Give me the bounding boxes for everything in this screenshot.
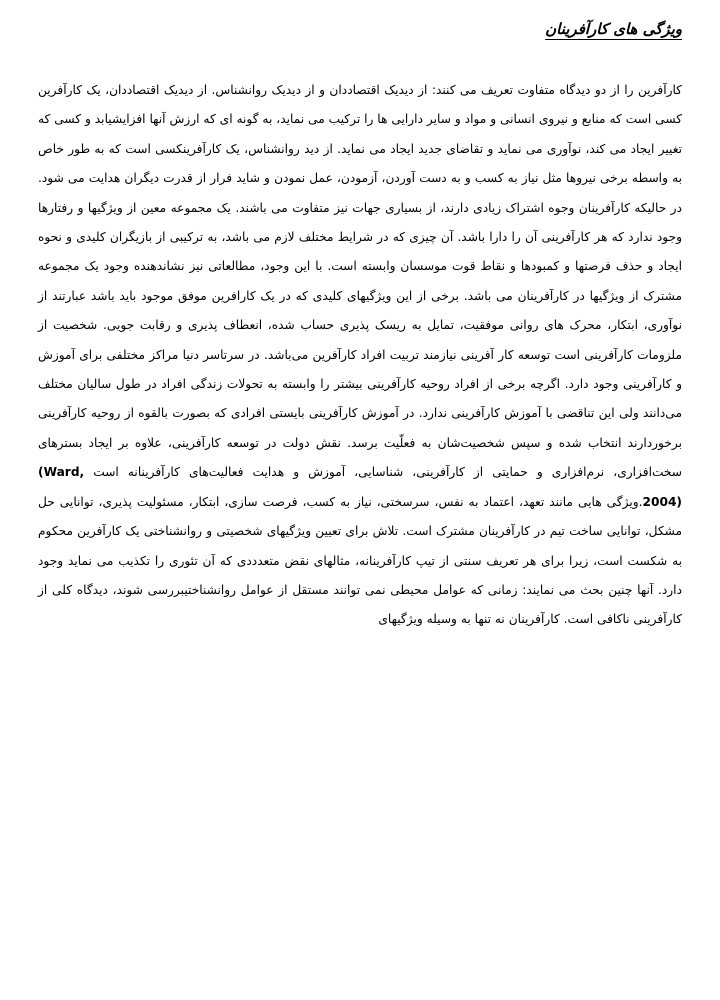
- paragraph-text-part2: .ویژگی هایی مانند تعهد، اعتماد به نفس، سرسختی، نیاز به کسب، فرصت سازی، ابتکار، مسئولیت پذیری، توانایی حل مشکل، توانایی ساخت تیم در کارآفرینان مشترک است. تلاش برای تعیین ویژگیهای شخصیتی و روانشناختی یک کارآفرین محکوم به شکست است، زیرا برای هر تعریف سنتی از تیپ کارآفرینانه، مثالهای نقض متعدددی که آن تئوری را تکذیب می نماید وجود دارد. آنها چنین بحث می نمایند: زمانی که عوامل محیطی نمی توانند مستقل از عوامل روانشناختیبررسی شوند، دیدگاه کلی از کارآفرینی ناکافی است. کارآفرینان نه تنها به وسیله ویژگیهای: [38, 494, 682, 627]
- paragraph-text-part1: کارآفرین را از دو دیدگاه متفاوت تعریف می کنند: از دیدیک اقتصاددان و از دیدیک روانشناس. از دیدیک اقتصاددان، یک کارآفرین کسی است که منابع و نیروی انسانی و مواد و سایر دارایی ها را ترکیب می نماید، به گونه ای که ارزش آنها افزایشیابد و کسی که تغییر ایجاد می کند، نوآوری می نماید و تقاضای جدید ایجاد می نماید. از دید روانشناس، یک کارآفرینکسی است که به طور خاص به واسطه برخی نیروها مثل نیاز به کسب و به دست آوردن، آزمودن، عمل نمودن و شاید فرار از قدرت دیگران هدایت می شود. در حالیکه کارآفرینان وجوه اشتراک زیادی دارند، از بسیاری جهات نیز متفاوت می باشند. یک مجموعه معین از ویژگیها و رفتارها وجود ندارد که هر کارآفرینی آن را دارا باشد. آن چیزی که در شرایط مختلف لازم می باشد، به ترکیبی از بازیگران کلیدی و نحوه ایجاد و حذف فرصتها و کمبودها و نقاط قوت موسسان وابسته است. با این وجود، مطالعاتی نیز نشاندهنده وجود یک مجموعه مشترک از ویژگیها در کارآفرینان می باشد. برخی از این ویژگیهای کلیدی که در یک کارافرین موفق موجود باید باشد عبارتند از نوآوری، ابتکار، محرک های روانی موفقیت، تمایل به ریسک پذیری حساب شده، انعطاف پذیری و رقابت جویی. شخصیت از ملزومات کارآفرینی است توسعه کار آفرینی نیازمند تربیت افراد کارآفرین می‌باشد. در سرتاسر دنیا مراکز مختلفی برای آموزش و کارآفرینی وجود دارد. اگرچه برخی از افراد روحیه کارآفرینی بیشتر را وابسته به تحولات زندگی افراد در طول سالیان مختلف می‌دانند ولی این تناقضی با آموزش کارآفرینی ندارد. در آموزش کارآفرینی بایستی افرادی که بصورت بالقوه از روحیه کارآفرینی برخوردارند انتخاب شده و سپس شخصیت‌شان به فعلّیت برسد. نقش دولت در توسعه کارآفرینی، علاوه بر ایجاد بسترهای سخت‌افزاری، نرم‌افزاری و حمایتی از کارآفرینی، شناسایی، آموزش و هدایت فعالیت‌های کارآفرینانه است: [38, 83, 682, 480]
- citation: (Ward, 2004): [38, 465, 682, 509]
- section-heading: ویژگی های کارآفرینان: [545, 20, 682, 38]
- body-paragraph: [38, 76, 682, 635]
